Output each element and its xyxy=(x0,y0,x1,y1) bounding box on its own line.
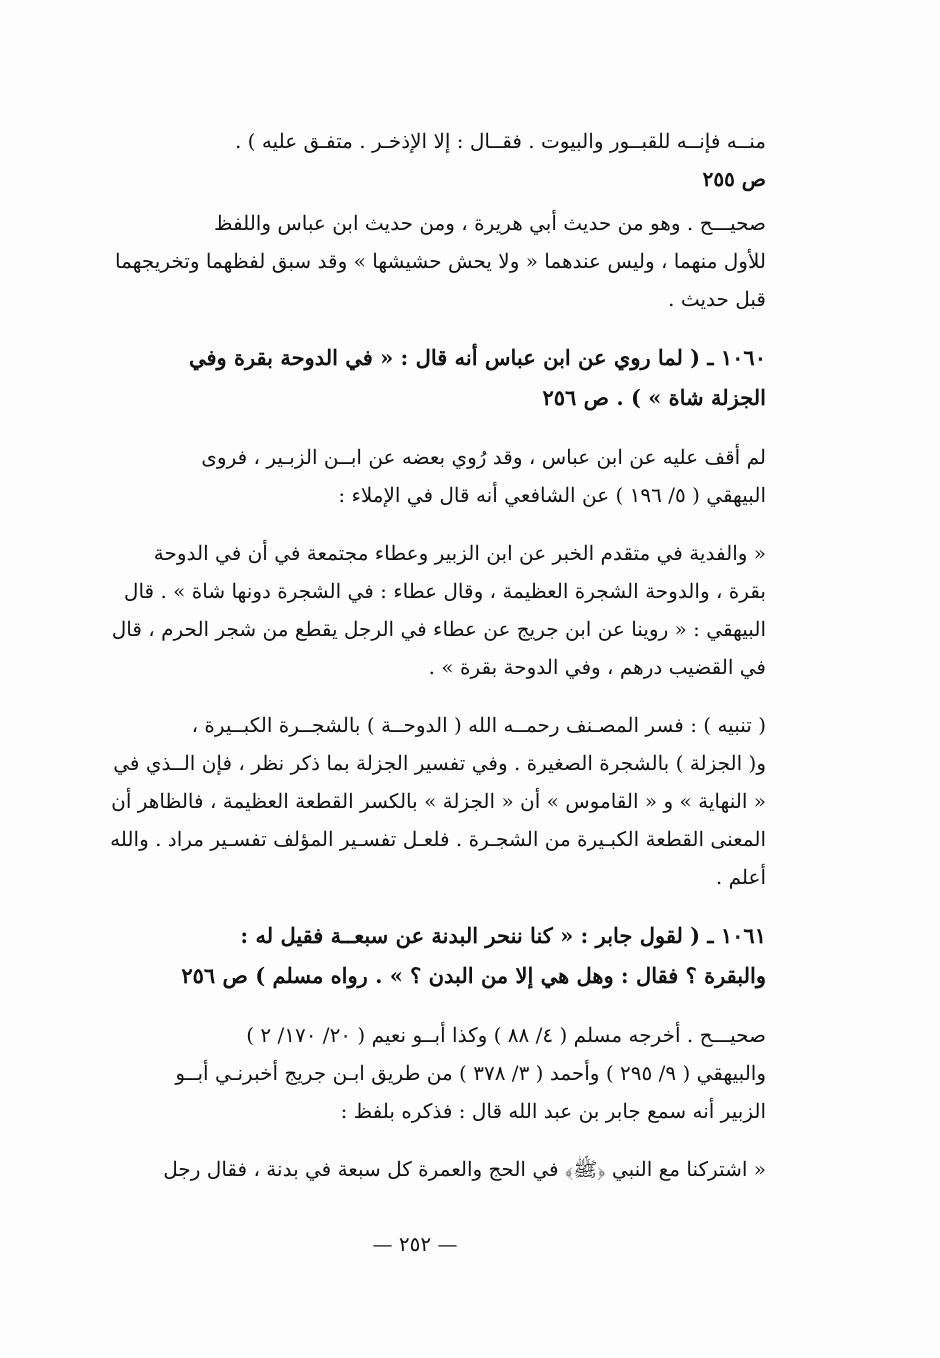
text-line: البيهقي : « روينا عن ابن جريج عن عطاء في الرجل يقطع من شجر الحرم ، قال xyxy=(111,617,766,641)
page-reference: ص ٢٥٥ xyxy=(702,167,766,191)
text-line: البيهقي ( ٥/ ١٩٦ ) عن الشافعي أنه قال في الإملاء : xyxy=(338,483,766,507)
paragraph-quotation xyxy=(86,534,766,686)
text-line: لم أقف عليه عن ابن عباس ، وقد رُوي بعضه عن ابــن الزبـير ، فروى xyxy=(201,445,766,469)
text-line: و( الجزلة ) بالشجرة الصغيرة . وفي تفسير الجزلة بما ذكر نظر ، فإن الــذي في xyxy=(113,751,766,775)
paragraph-continuation xyxy=(86,122,766,198)
text-line: ( تنبيه ) : فسر المصـنف رحمــه الله ( الدوحــة ) بالشجــرة الكبــيرة ، xyxy=(191,713,766,737)
text-line: بقرة ، والدوحة الشجرة العظيمة ، وقال عطاء : في الشجرة دونها شاة » . قال xyxy=(123,579,766,603)
text-line: منــه فإنــه للقبــور والبيوت . فقــال : إلا الإذخـر . متفـق عليه ) . xyxy=(234,129,766,153)
heading-line: والبقرة ؟ فقال : وهل هي إلا من البدن ؟ » . رواه مسلم ) ص ٢٥٦ xyxy=(181,963,766,988)
paragraph-note xyxy=(86,706,766,896)
text-line: « النهاية » و « القاموس » أن « الجزلة » بالكسر القطعة العظيمة ، فالظاهر أن xyxy=(111,789,766,813)
hadith-heading-1061 xyxy=(86,916,766,996)
text-line: صحيـــح . وهو من حديث أبي هريرة ، ومن حديث ابن عباس واللفظ xyxy=(213,211,766,235)
text-line: المعنى القطعة الكبـيرة من الشجـرة . فلعـل تفسـير المؤلف تفسـير مراد . والله xyxy=(110,827,766,851)
heading-line: ١٠٦٠ ـ ( لما روي عن ابن عباس أنه قال : « في الدوحة بقرة وفي xyxy=(188,345,766,370)
paragraph-quotation xyxy=(86,1150,766,1188)
heading-line: ١٠٦١ ـ ( لقول جابر : « كنا ننحر البدنة عن سبعــة فقيل له : xyxy=(240,923,766,948)
text-line: الزبير أنه سمع جابر بن عبد الله قال : فذكره بلفظ : xyxy=(340,1099,766,1123)
text-line: في القضيب درهم ، وفي الدوحة بقرة » . xyxy=(428,655,766,679)
heading-line: الجزلة شاة » ) . ص ٢٥٦ xyxy=(542,385,766,410)
text-line: أعلم . xyxy=(715,865,766,889)
paragraph-grading xyxy=(86,204,766,318)
text-line: صحيـــح . أخرجه مسلم ( ٤/ ٨٨ ) وكذا أبــو نعيم ( ٢٠/ ١٧٠/ ٢ ) xyxy=(246,1023,766,1047)
paragraph-commentary xyxy=(86,438,766,514)
text-line: قبل حديث . xyxy=(668,287,766,311)
paragraph-grading xyxy=(86,1016,766,1130)
hadith-heading-1060 xyxy=(86,338,766,418)
text-line: « اشتركنا مع النبي ﴿ﷺ﴾ في الحج والعمرة كل سبعة في بدنة ، فقال رجل xyxy=(163,1157,766,1181)
page-body xyxy=(86,122,766,1208)
text-line: للأول منهما ، وليس عندهما « ولا يحش حشيشها » وقد سبق لفظهما وتخريجهما xyxy=(114,249,766,273)
text-line: « والفدية في متقدم الخبر عن ابن الزبير وعطاء مجتمعة في أن في الدوحة xyxy=(153,541,766,565)
page-number: — ٢٥٢ — xyxy=(372,1232,458,1256)
text-line: والبيهقي ( ٩/ ٢٩٥ ) وأحمد ( ٣/ ٣٧٨ ) من طريق ابـن جريج أخبرنـي أبــو xyxy=(175,1061,766,1085)
